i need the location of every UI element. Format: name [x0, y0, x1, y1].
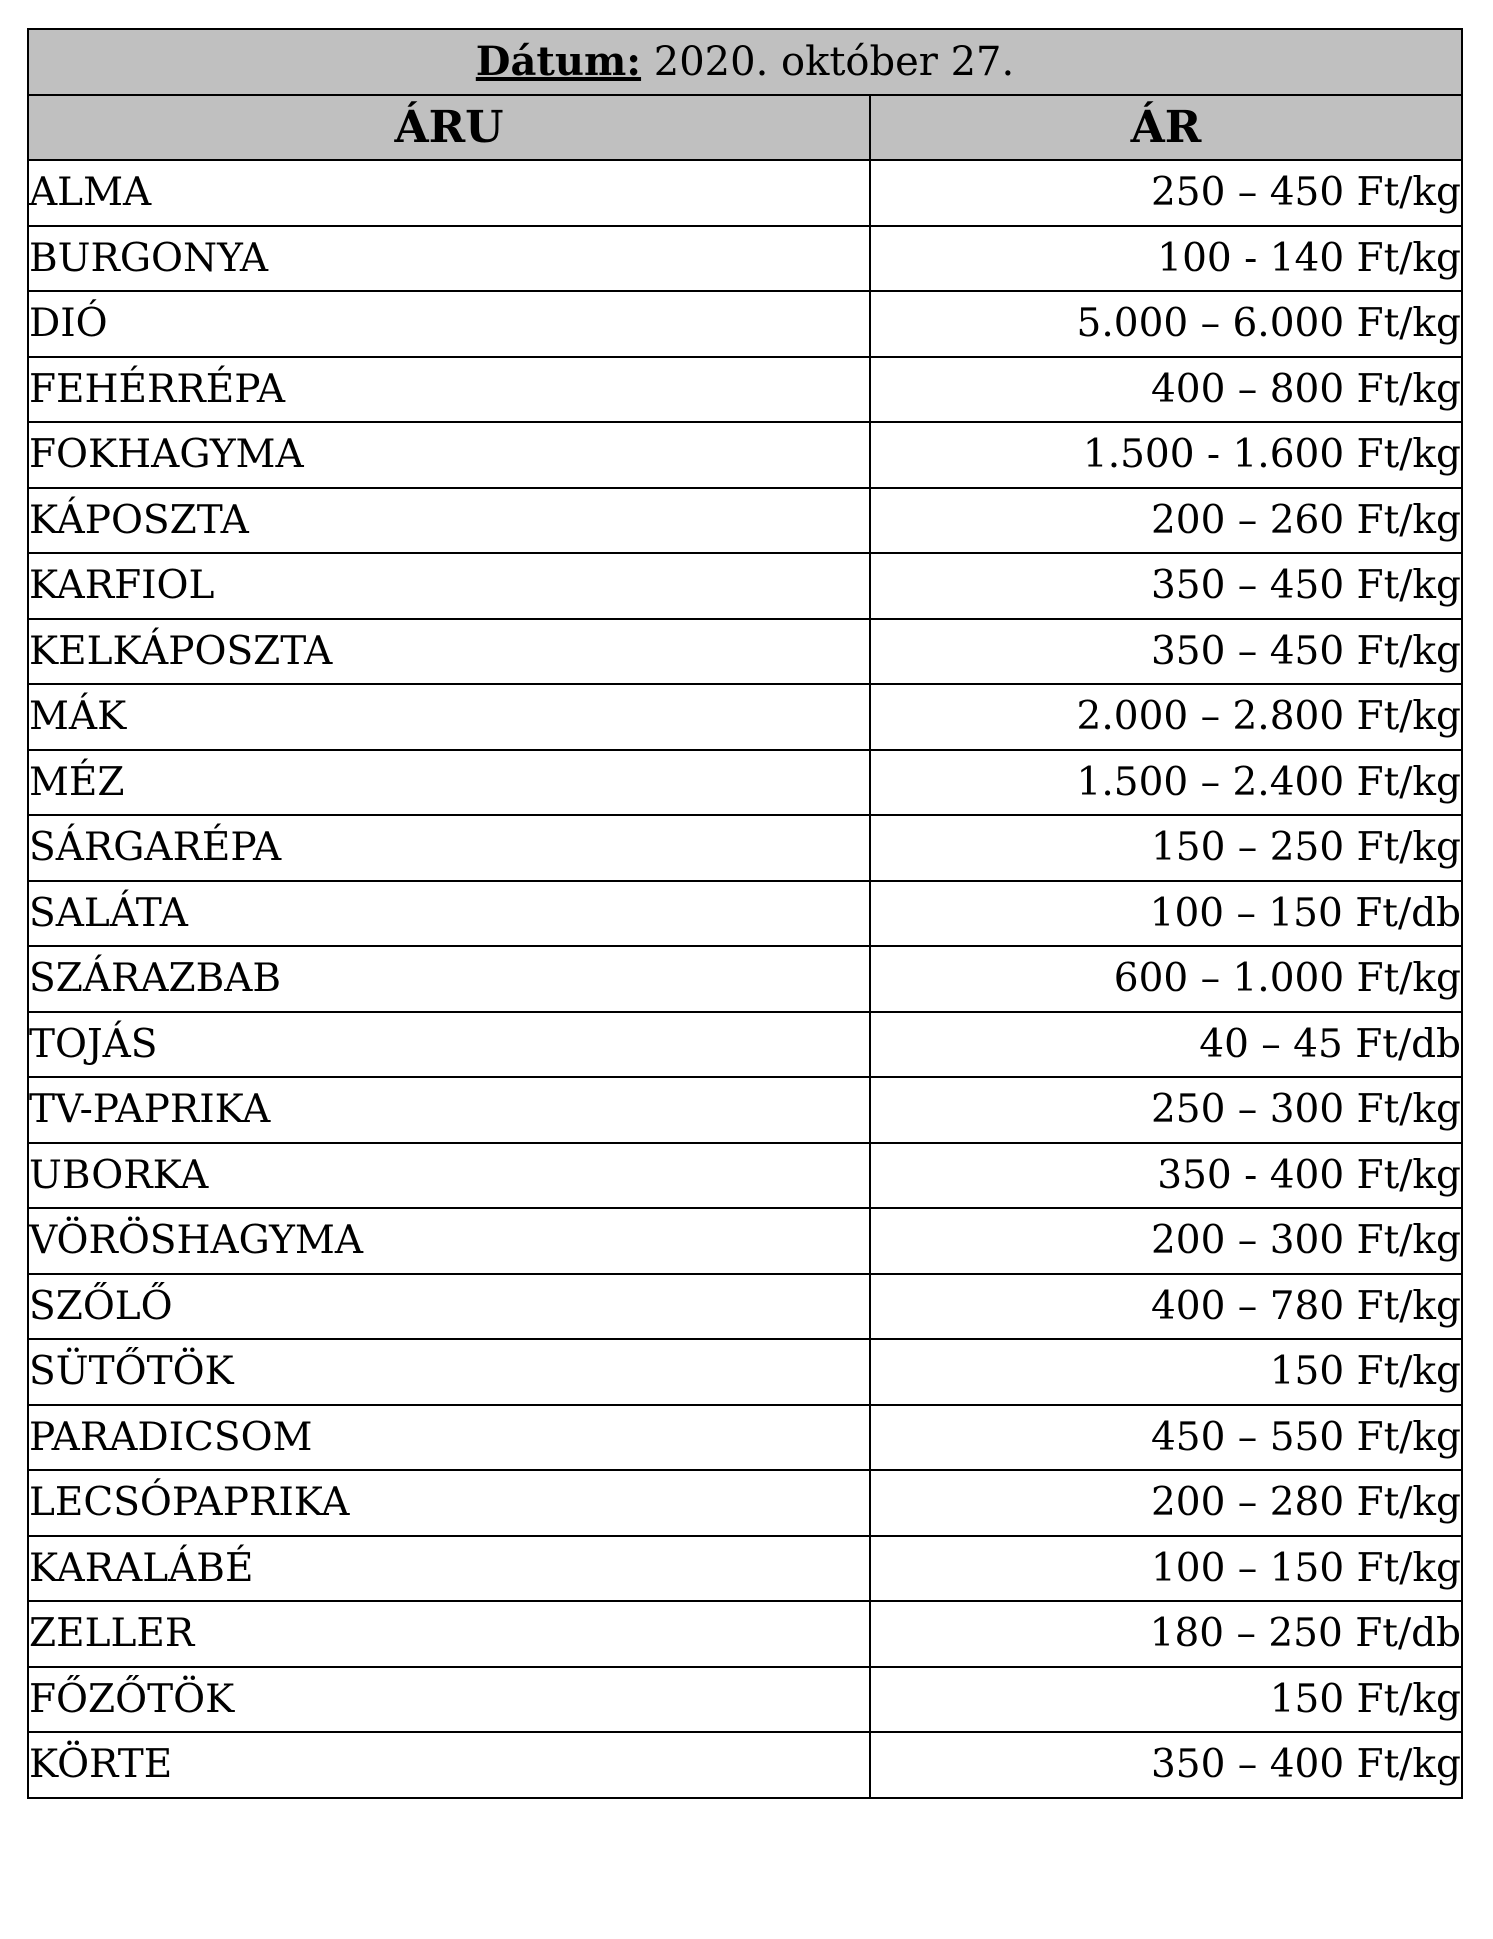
date-cell — [28, 29, 1462, 95]
table-row — [28, 291, 1462, 357]
item-price-cell: 150 Ft/kg — [870, 1339, 1462, 1405]
item-name-cell: FOKHAGYMA — [28, 422, 870, 488]
date-label: Dátum: — [475, 38, 642, 86]
item-price-cell: 400 – 780 Ft/kg — [870, 1274, 1462, 1340]
item-price-cell: 180 – 250 Ft/db — [870, 1601, 1462, 1667]
item-price-cell: 5.000 – 6.000 Ft/kg — [870, 291, 1462, 357]
column-header-item: ÁRU — [28, 95, 870, 161]
table-row — [28, 1405, 1462, 1471]
table-row — [28, 1208, 1462, 1274]
item-price-cell: 350 - 400 Ft/kg — [870, 1143, 1462, 1209]
item-name-cell: SÁRGARÉPA — [28, 815, 870, 881]
item-name-cell: KÁPOSZTA — [28, 488, 870, 554]
item-name-cell: FEHÉRRÉPA — [28, 357, 870, 423]
table-row — [28, 422, 1462, 488]
item-name-cell: KELKÁPOSZTA — [28, 619, 870, 685]
item-price-cell: 450 – 550 Ft/kg — [870, 1405, 1462, 1471]
item-name-cell: TV-PAPRIKA — [28, 1077, 870, 1143]
item-name-cell: TOJÁS — [28, 1012, 870, 1078]
table-row — [28, 946, 1462, 1012]
table-row — [28, 160, 1462, 226]
item-name-cell: DIÓ — [28, 291, 870, 357]
item-name-cell: UBORKA — [28, 1143, 870, 1209]
item-name-cell: KÖRTE — [28, 1732, 870, 1798]
table-row — [28, 1339, 1462, 1405]
item-price-cell: 2.000 – 2.800 Ft/kg — [870, 684, 1462, 750]
item-price-cell: 100 – 150 Ft/db — [870, 881, 1462, 947]
item-price-cell: 600 – 1.000 Ft/kg — [870, 946, 1462, 1012]
table-row — [28, 1667, 1462, 1733]
item-name-cell: SZÁRAZBAB — [28, 946, 870, 1012]
table-row — [28, 1012, 1462, 1078]
item-price-cell: 1.500 – 2.400 Ft/kg — [870, 750, 1462, 816]
item-price-cell: 200 – 280 Ft/kg — [870, 1470, 1462, 1536]
table-row — [28, 1143, 1462, 1209]
table-row — [28, 488, 1462, 554]
item-name-cell: FŐZŐTÖK — [28, 1667, 870, 1733]
table-row — [28, 684, 1462, 750]
item-price-cell: 100 - 140 Ft/kg — [870, 226, 1462, 292]
table-row — [28, 357, 1462, 423]
table-row — [28, 1274, 1462, 1340]
item-name-cell: ZELLER — [28, 1601, 870, 1667]
item-price-cell: 250 – 300 Ft/kg — [870, 1077, 1462, 1143]
item-name-cell: SALÁTA — [28, 881, 870, 947]
item-name-cell: MÉZ — [28, 750, 870, 816]
item-price-cell: 350 – 450 Ft/kg — [870, 553, 1462, 619]
table-row — [28, 553, 1462, 619]
item-name-cell: SÜTŐTÖK — [28, 1339, 870, 1405]
table-row — [28, 226, 1462, 292]
item-price-cell: 350 – 400 Ft/kg — [870, 1732, 1462, 1798]
item-price-cell: 150 – 250 Ft/kg — [870, 815, 1462, 881]
item-price-cell: 150 Ft/kg — [870, 1667, 1462, 1733]
table-row — [28, 1732, 1462, 1798]
item-price-cell: 1.500 - 1.600 Ft/kg — [870, 422, 1462, 488]
table-body — [28, 160, 1462, 1798]
item-name-cell: BURGONYA — [28, 226, 870, 292]
table-row — [28, 619, 1462, 685]
item-price-cell: 250 – 450 Ft/kg — [870, 160, 1462, 226]
item-price-cell: 200 – 300 Ft/kg — [870, 1208, 1462, 1274]
item-name-cell: ALMA — [28, 160, 870, 226]
table-row — [28, 1536, 1462, 1602]
item-name-cell: MÁK — [28, 684, 870, 750]
column-header-price: ÁR — [870, 95, 1462, 161]
item-name-cell: SZŐLŐ — [28, 1274, 870, 1340]
item-price-cell: 40 – 45 Ft/db — [870, 1012, 1462, 1078]
date-row — [28, 29, 1462, 95]
item-price-cell: 100 – 150 Ft/kg — [870, 1536, 1462, 1602]
date-value: 2020. október 27. — [653, 39, 1015, 86]
item-name-cell: PARADICSOM — [28, 1405, 870, 1471]
table-row — [28, 750, 1462, 816]
item-name-cell: LECSÓPAPRIKA — [28, 1470, 870, 1536]
table-row — [28, 1077, 1462, 1143]
header-row — [28, 95, 1462, 161]
table-row — [28, 1470, 1462, 1536]
table-row — [28, 815, 1462, 881]
item-name-cell: KARALÁBÉ — [28, 1536, 870, 1602]
item-price-cell: 400 – 800 Ft/kg — [870, 357, 1462, 423]
price-table — [27, 28, 1463, 1799]
table-row — [28, 881, 1462, 947]
table-row — [28, 1601, 1462, 1667]
item-name-cell: KARFIOL — [28, 553, 870, 619]
item-price-cell: 350 – 450 Ft/kg — [870, 619, 1462, 685]
item-name-cell: VÖRÖSHAGYMA — [28, 1208, 870, 1274]
item-price-cell: 200 – 260 Ft/kg — [870, 488, 1462, 554]
